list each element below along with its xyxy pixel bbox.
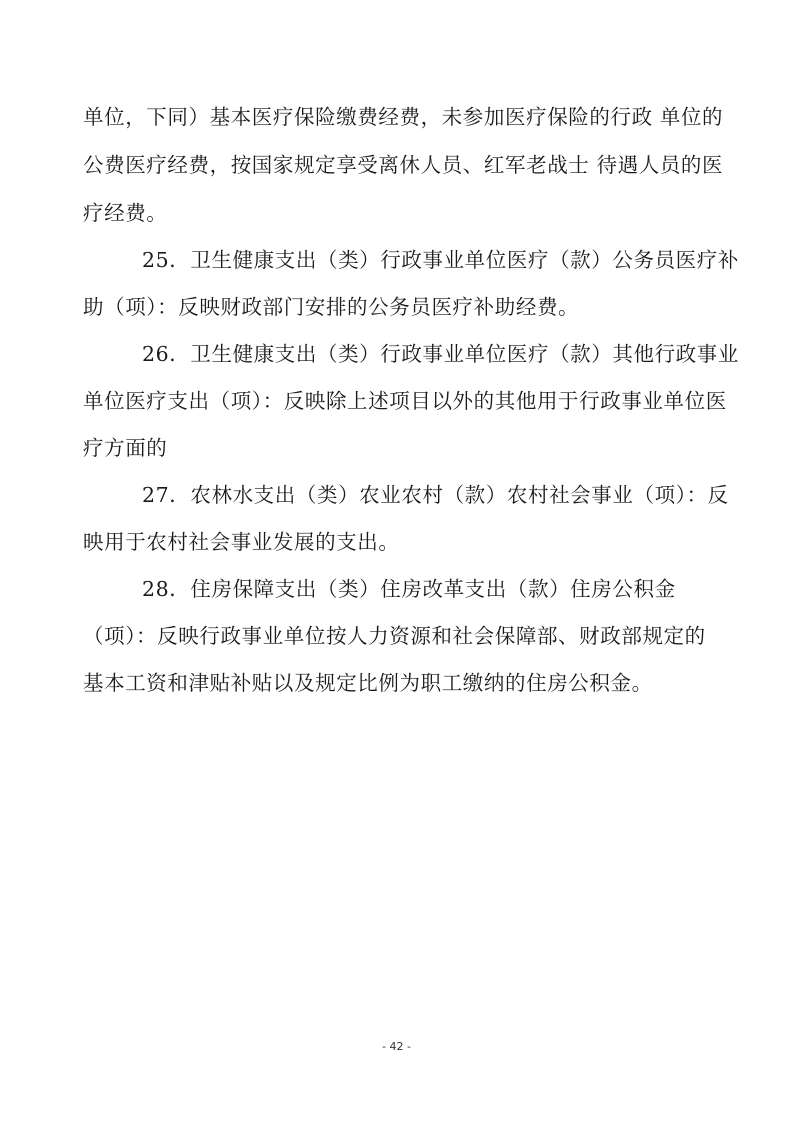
item-28-line: 基本工资和津贴补贴以及规定比例为职工缴纳的住房公积金。	[83, 671, 653, 695]
item-28-line: （项）：反映行政事业单位按人力资源和社会保障部、财政部规定的	[83, 624, 706, 648]
item-27-line: 27．农林水支出（类）农业农村（款）农村社会事业（项）：反	[142, 483, 729, 507]
item-26-line: 单位医疗支出（项）：反映除上述项目以外的其他用于行政事业单位医	[83, 389, 727, 413]
item-28-line: 28．住房保障支出（类）住房改革支出（款）住房公积金	[142, 577, 676, 601]
item-26-line: 26．卫生健康支出（类）行政事业单位医疗（款）其他行政事业	[142, 342, 739, 366]
paragraph-line: 单位，下同）基本医疗保险缴费经费，未参加医疗保险的行政 单位的	[83, 105, 724, 129]
paragraph-line: 公费医疗经费，按国家规定享受离休人员、红军老战士 待遇人员的医	[83, 153, 724, 177]
item-25-line: 助（项）：反映财政部门安排的公务员医疗补助经费。	[83, 295, 580, 319]
item-27-line: 映用于农村社会事业发展的支出。	[83, 530, 400, 554]
page-number: - 42 -	[382, 1040, 411, 1053]
paragraph-line: 疗经费。	[83, 201, 168, 225]
item-25-line: 25．卫生健康支出（类）行政事业单位医疗（款）公务员医疗补	[142, 248, 739, 272]
item-26-line: 疗方面的	[83, 436, 168, 460]
